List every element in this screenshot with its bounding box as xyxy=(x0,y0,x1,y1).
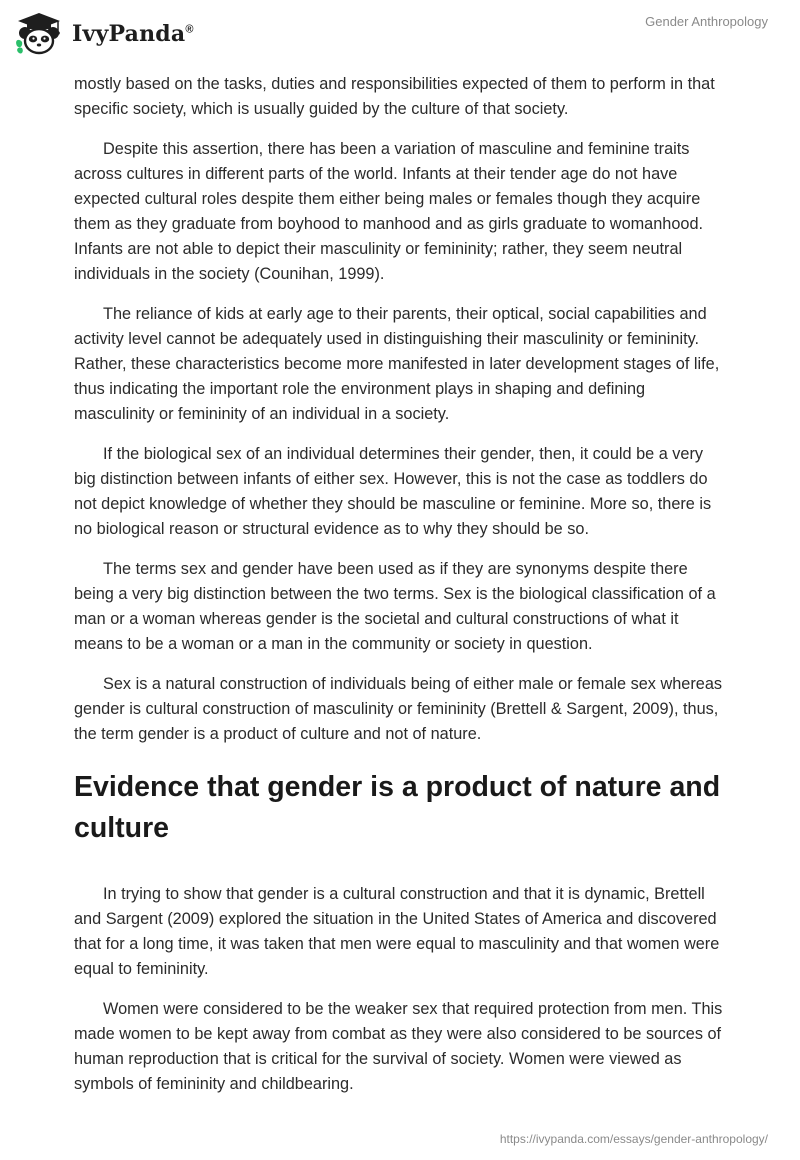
paragraph: Despite this assertion, there has been a variation of masculine and feminine traits across cultures in different parts of the world. Infants at their tender age do not have expected cultural roles despite them either being males or females though they acquire them as they graduate from boyhood to manhood and as girls graduate to womanhood. Infants are not able to depict their masculinity or femininity; rather, they seem neutral individuals in the society (Counihan, 1999). xyxy=(74,140,704,283)
paragraph: Women were considered to be the weaker sex that required protection from men. This made women to be kept away from combat as they were also considered to be sources of human reproduction that is critical for the survival of society. Women were viewed as symbols of femininity and childbearing. xyxy=(74,1000,723,1093)
paragraph: The reliance of kids at early age to their parents, their optical, social capabilities and activity level cannot be adequately used in distinguishing their masculinity or femininity. Rather, these characteristics become more manifested in later development stages of life, thus indicating the important role the environment plays in shaping and defining masculinity or femininity of an individual in a society. xyxy=(74,305,720,423)
ivypanda-logo[interactable] xyxy=(14,12,194,56)
paragraph: If the biological sex of an individual determines their gender, then, it could be a very big distinction between infants of either sex. However, this is not the case as toddlers do not depict knowledge of whether they should be masculine or feminine. More so, there is no biological reason or structural evidence as to why they should be so. xyxy=(74,445,712,538)
page-header xyxy=(0,0,800,70)
paragraph: mostly based on the tasks, duties and responsibilities expected of them to perform in that specific society, which is usually guided by the culture of that society. xyxy=(74,75,715,118)
brand-name: IvyPanda® xyxy=(72,21,194,47)
source-url[interactable]: https://ivypanda.com/essays/gender-anthropology/ xyxy=(499,1132,768,1146)
paragraph: In trying to show that gender is a cultural construction and that it is dynamic, Brettell and Sargent (2009) explored the situation in the United States of America and discovered that for a long time, it was taken that men were equal to masculinity and that women were equal to femininity. xyxy=(74,885,720,978)
essay-body xyxy=(74,72,728,1112)
panda-graduate-icon xyxy=(14,12,64,56)
document-title: Gender Anthropology xyxy=(645,14,768,29)
paragraph: The terms sex and gender have been used as if they are synonyms despite there being a very big distinction between the two terms. Sex is the biological classification of a man or a woman whereas gender is the societal and cultural constructions of what it means to be a woman or a man in the community or society in question. xyxy=(74,560,716,653)
section-heading: Evidence that gender is a product of nature and culture xyxy=(74,771,721,844)
paragraph: Sex is a natural construction of individuals being of either male or female sex whereas gender is cultural construction of masculinity or femininity (Brettell & Sargent, 2009), thus, the term gender is a product of culture and not of nature. xyxy=(74,675,723,743)
